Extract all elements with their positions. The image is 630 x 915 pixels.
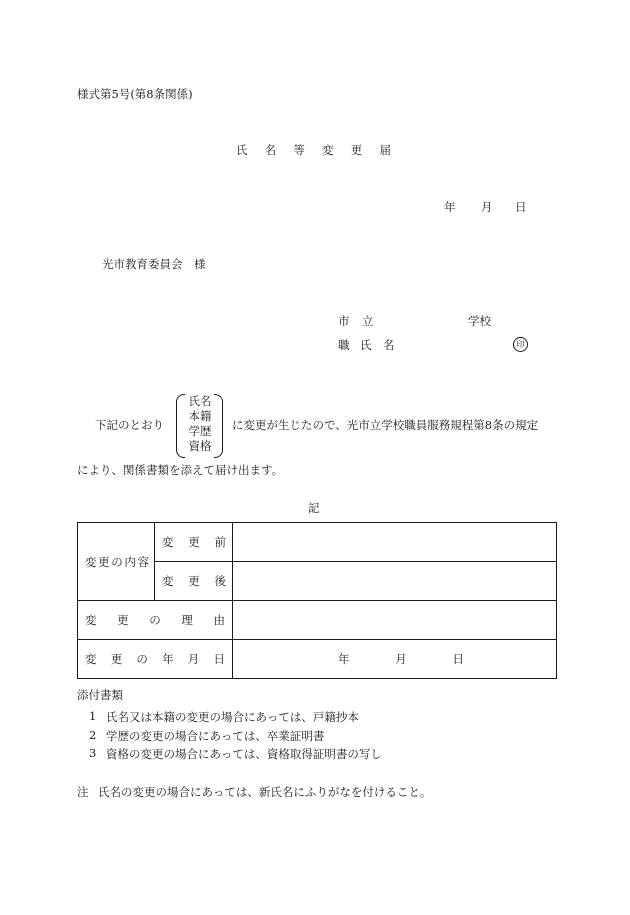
attachment-num: 3 [89,746,97,760]
attachment-num: 2 [89,728,97,742]
label-char: 容 [137,554,149,569]
label-char: 更 [98,554,110,569]
content-label-cell [78,523,155,601]
form-number: 様式第5号(第8条関係) [77,87,193,101]
label-char: 日 [213,652,225,666]
table-row [78,640,557,679]
table-row [78,523,557,562]
note-text: 氏名の変更の場合にあっては、新氏名にふりがなを付けること。 [98,785,432,799]
option-item: 本籍 [188,409,212,423]
date-day: 日 [515,200,527,214]
label-char: 更 [110,652,123,666]
label-char: 理 [181,613,193,627]
date-unit-day: 日 [452,652,464,666]
label-char: 内 [124,554,136,569]
attachment-text: 学歴の変更の場合にあっては、卒業証明書 [106,729,325,743]
school-prefix-2: 立 [362,314,374,328]
school-prefix-1: 市 [338,314,350,328]
body-tail: に変更が生じたので、光市立学校職員服務規程第8条の規定 [232,418,539,432]
change-table [77,522,557,679]
attachments-heading: 添付書類 [77,688,123,702]
date-month: 月 [481,200,493,214]
attachment-num: 1 [89,709,97,723]
date-unit-month: 月 [395,652,407,666]
after-value-field[interactable] [233,562,557,601]
option-item: 資格 [188,439,212,453]
label-char: 変 [85,652,97,666]
ki-heading: 記 [308,501,320,515]
name-label-1: 職 [338,338,350,352]
label-char: 月 [187,652,200,666]
title-char: 変 [322,143,334,157]
seal-icon: 印 [513,337,528,352]
attachment-text: 氏名又は本籍の変更の場合にあっては、戸籍抄本 [106,710,359,724]
date-year: 年 [444,200,456,214]
addressee: 光市教育委員会 様 [102,257,206,271]
option-item: 氏名 [188,394,212,408]
title-char: 届 [379,143,391,157]
label-char: 更 [117,613,129,627]
body-second-line: により、関係書類を添えて届け出ます。 [77,463,284,477]
date-label-cell [78,640,233,679]
note-label: 注 [77,785,89,799]
label-char: の [136,652,148,666]
document-title [236,142,391,158]
change-date-field[interactable] [233,640,557,679]
left-bracket [176,394,185,458]
option-item: 学歴 [188,424,212,438]
label-char: 変 [85,613,97,627]
label-char: 後 [214,574,226,588]
seal-mark [513,336,528,352]
before-value-field[interactable] [233,523,557,562]
date-unit-year: 年 [338,652,350,666]
label-char: 年 [162,652,174,666]
label-char: 変 [162,574,174,588]
reason-label-cell [78,601,233,640]
reason-value-field[interactable] [233,601,557,640]
table-row [78,601,557,640]
label-char: の [111,554,123,569]
title-char: 等 [293,143,305,157]
label-char: 前 [214,535,226,549]
name-label-3: 名 [383,338,395,352]
label-char: の [149,613,161,627]
attachment-text: 資格の変更の場合にあっては、資格取得証明書の写し [106,747,382,761]
right-bracket [214,394,223,458]
title-char: 氏 [236,143,248,157]
label-char: 由 [213,613,225,627]
label-char: 変 [85,554,97,569]
before-label-cell [155,523,233,562]
after-label-cell [155,562,233,601]
option-list [188,394,212,454]
title-char: 名 [264,143,277,157]
school-suffix: 学校 [468,314,491,328]
title-char: 更 [350,143,363,157]
label-char: 変 [162,535,174,549]
label-char: 更 [188,535,200,549]
body-lead: 下記のとおり [95,418,164,432]
label-char: 更 [188,574,200,588]
name-label-2: 氏 [360,338,372,352]
